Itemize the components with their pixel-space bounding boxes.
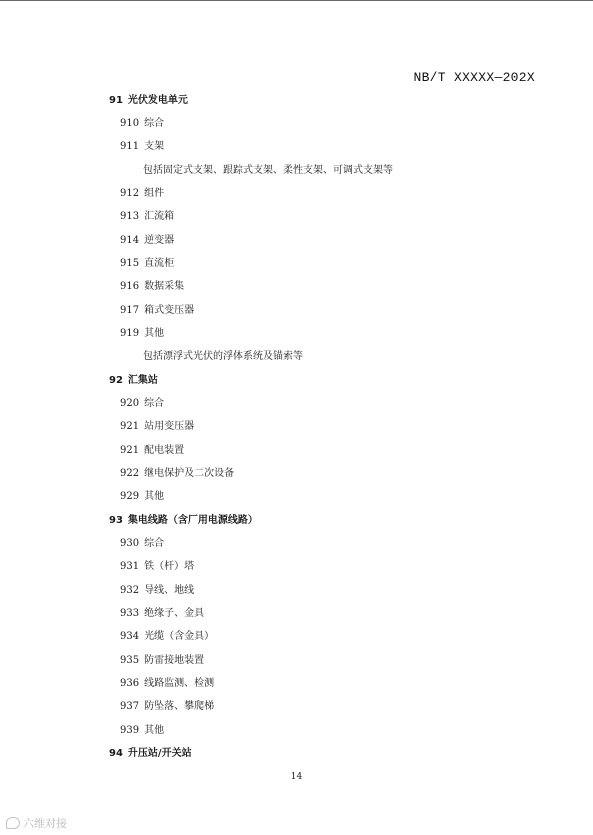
item-text: 汇流箱 xyxy=(144,211,175,222)
list-item xyxy=(120,725,164,737)
item-text: 站用变压器 xyxy=(144,421,195,432)
item-text: 直流柜 xyxy=(144,258,175,269)
item-code: 916 xyxy=(120,281,140,292)
item-code: 94 xyxy=(109,748,123,759)
item-text: 综合 xyxy=(144,538,165,549)
item-code: 921 xyxy=(120,445,140,456)
item-code: 931 xyxy=(120,561,140,572)
list-item xyxy=(120,655,204,667)
item-text: 其他 xyxy=(144,491,165,502)
item-code: 917 xyxy=(120,305,140,316)
item-text: 线路监测、检测 xyxy=(144,678,215,689)
list-item xyxy=(120,211,174,223)
item-text: 继电保护及二次设备 xyxy=(144,468,235,479)
item-code: 93 xyxy=(109,515,123,526)
item-text: 铁（杆）塔 xyxy=(144,561,195,572)
list-item xyxy=(120,141,164,153)
list-item xyxy=(120,491,164,503)
item-text: 光伏发电单元 xyxy=(127,95,188,106)
item-code: 936 xyxy=(120,678,140,689)
list-item xyxy=(120,561,194,573)
list-item xyxy=(120,631,214,643)
item-note xyxy=(143,165,393,177)
item-code: 912 xyxy=(120,188,140,199)
item-text: 防雷接地装置 xyxy=(144,655,205,666)
item-text: 集电线路（含厂用电源线路） xyxy=(127,515,258,526)
item-code: 919 xyxy=(120,328,140,339)
item-code: 921 xyxy=(120,421,140,432)
item-code: 914 xyxy=(120,235,140,246)
top-border-rule xyxy=(0,0,593,1)
list-item xyxy=(120,305,194,317)
list-item xyxy=(120,445,184,457)
item-note xyxy=(143,351,303,363)
item-code: 933 xyxy=(120,608,140,619)
list-item xyxy=(120,701,214,713)
section-heading xyxy=(109,95,188,107)
item-text: 其他 xyxy=(144,328,165,339)
list-item xyxy=(120,258,174,270)
item-code: 930 xyxy=(120,538,140,549)
item-text: 防坠落、攀爬梯 xyxy=(144,701,215,712)
item-text: 包括漂浮式光伏的浮体系统及锚索等 xyxy=(143,351,303,362)
item-text: 配电装置 xyxy=(144,445,185,456)
list-item xyxy=(120,188,164,200)
item-code: 915 xyxy=(120,258,140,269)
item-text: 导线、地线 xyxy=(144,585,195,596)
section-heading xyxy=(109,748,192,760)
section-heading xyxy=(109,375,158,387)
item-text: 组件 xyxy=(144,188,165,199)
item-text: 综合 xyxy=(144,398,165,409)
list-item xyxy=(120,118,164,130)
item-code: 911 xyxy=(120,141,140,152)
list-item xyxy=(120,281,184,293)
list-item xyxy=(120,678,214,690)
item-text: 光缆（含金具） xyxy=(144,631,215,642)
section-heading xyxy=(109,515,258,527)
item-text: 汇集站 xyxy=(127,375,158,386)
list-item xyxy=(120,398,164,410)
list-item xyxy=(120,328,164,340)
item-code: 935 xyxy=(120,655,140,666)
item-code: 929 xyxy=(120,491,140,502)
chat-bubble-icon xyxy=(6,817,20,829)
item-code: 922 xyxy=(120,468,140,479)
item-code: 920 xyxy=(120,398,140,409)
item-text: 综合 xyxy=(144,118,165,129)
item-text: 数据采集 xyxy=(144,281,185,292)
item-text: 包括固定式支架、跟踪式支架、柔性支架、可调式支架等 xyxy=(143,165,393,176)
item-code: 934 xyxy=(120,631,140,642)
item-text: 箱式变压器 xyxy=(144,305,195,316)
list-item xyxy=(120,585,194,597)
item-code: 91 xyxy=(109,95,123,106)
list-item xyxy=(120,538,164,550)
item-code: 937 xyxy=(120,701,140,712)
list-item xyxy=(120,468,234,480)
item-code: 92 xyxy=(109,375,123,386)
item-code: 913 xyxy=(120,211,140,222)
list-item xyxy=(120,421,194,433)
item-text: 逆变器 xyxy=(144,235,175,246)
item-code: 932 xyxy=(120,585,140,596)
item-text: 其他 xyxy=(144,725,165,736)
page-number: 14 xyxy=(290,772,303,782)
list-item xyxy=(120,235,174,247)
watermark-text: 六维对接 xyxy=(23,817,67,830)
item-text: 升压站/开关站 xyxy=(127,748,192,759)
document-standard-code: NB/T XXXXX—202X xyxy=(413,70,535,85)
item-code: 939 xyxy=(120,725,140,736)
watermark xyxy=(6,815,67,831)
item-text: 支架 xyxy=(144,141,165,152)
item-code: 910 xyxy=(120,118,140,129)
list-item xyxy=(120,608,204,620)
item-text: 绝缘子、金具 xyxy=(144,608,205,619)
